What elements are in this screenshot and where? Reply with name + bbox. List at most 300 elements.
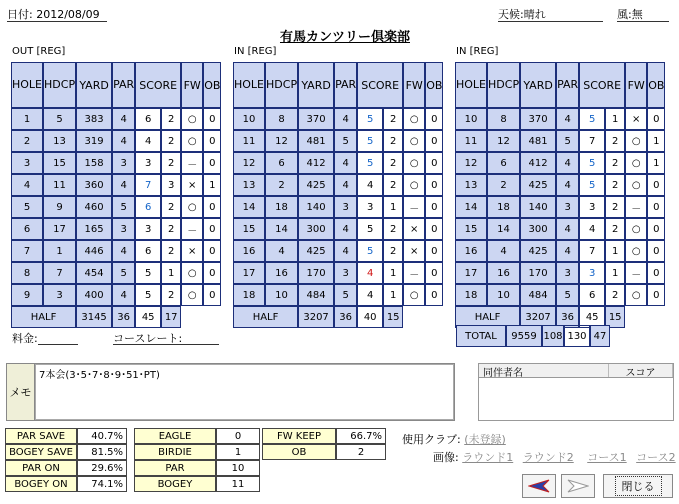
table-row <box>233 284 443 306</box>
cell: 4 <box>500 245 507 257</box>
cell: 5 <box>23 201 31 213</box>
col-header-hdcp <box>487 62 520 108</box>
cell: 5 <box>120 267 127 279</box>
table-row <box>233 152 443 174</box>
cell: 1 <box>612 267 619 279</box>
date-label: 日付: <box>7 8 33 21</box>
cell: 1 <box>56 245 63 257</box>
scorecard-in-1 <box>233 62 443 328</box>
course-rating-label: コースレート: <box>113 332 183 345</box>
cell-score <box>357 240 383 262</box>
cell-par <box>112 130 135 152</box>
cell-hdcp <box>43 218 76 240</box>
cell: 2 <box>168 157 175 169</box>
cell-fw <box>403 240 425 262</box>
cell: 2 <box>390 179 397 191</box>
cell: 6 <box>145 201 152 213</box>
stat-label-text: OB <box>291 446 307 458</box>
cell-hole <box>11 284 43 306</box>
stat-row <box>134 460 260 476</box>
cell: 0 <box>431 201 438 213</box>
cell: × <box>409 223 419 235</box>
table-row <box>233 262 443 284</box>
cell-putt <box>383 196 403 218</box>
cell-hdcp <box>43 262 76 284</box>
cell-ob <box>647 284 665 306</box>
cell-putt <box>161 152 181 174</box>
cell-par <box>112 218 135 240</box>
cell: 2 <box>168 223 175 235</box>
cell: 300 <box>306 223 326 235</box>
cell-score <box>357 262 383 284</box>
cell-fw <box>181 240 203 262</box>
stat-value <box>216 444 260 460</box>
stat-label <box>262 428 336 444</box>
cell: 484 <box>306 289 326 301</box>
cell: ○ <box>409 179 419 191</box>
half-score-text: 40 <box>363 311 377 323</box>
col-header-fw-text: FW <box>627 78 645 92</box>
cell: 13 <box>242 179 256 191</box>
col-header-hdcp <box>265 62 298 108</box>
cell-putt <box>605 174 625 196</box>
cell-hdcp <box>43 108 76 130</box>
cell-fw <box>181 174 203 196</box>
cell-hdcp <box>265 174 298 196</box>
cell: × <box>187 245 197 257</box>
cell-score <box>579 240 605 262</box>
cell: 13 <box>464 179 478 191</box>
cell: 12 <box>464 157 478 169</box>
cell-par <box>556 174 579 196</box>
cell-ob <box>203 174 221 196</box>
table-row <box>11 174 221 196</box>
cell-score <box>135 130 161 152</box>
memo-textarea[interactable]: 7本会(3･5･7･8･9･51･PT) <box>35 364 454 420</box>
cell: 4 <box>342 113 349 125</box>
cell: 0 <box>209 289 216 301</box>
cell: 1 <box>653 157 660 169</box>
cell: 5 <box>367 113 374 125</box>
stat-label-text: FW KEEP <box>276 430 322 442</box>
cell: 4 <box>145 135 152 147</box>
next-button[interactable] <box>561 474 595 498</box>
cell: 1 <box>612 245 619 257</box>
cell: 454 <box>84 267 104 279</box>
cell: 3 <box>145 223 152 235</box>
cell: 6 <box>145 245 152 257</box>
half-par-text: 36 <box>561 311 574 323</box>
cell-par <box>334 130 357 152</box>
cell-par <box>334 108 357 130</box>
cell-putt <box>383 174 403 196</box>
table-row <box>11 262 221 284</box>
cell: 0 <box>653 201 660 213</box>
cell: 460 <box>84 201 104 213</box>
cell-putt <box>161 218 181 240</box>
cell-par <box>556 152 579 174</box>
cell-hdcp <box>265 262 298 284</box>
half-blank <box>403 306 443 328</box>
cell: ○ <box>187 289 197 301</box>
col-header-score <box>135 62 181 108</box>
cell-par <box>334 196 357 218</box>
cell: 4 <box>564 113 571 125</box>
cell-fw <box>403 218 425 240</box>
cell: 0 <box>653 245 660 257</box>
cell-par <box>556 130 579 152</box>
cell-par <box>334 174 357 196</box>
cell-ob <box>647 108 665 130</box>
cell: － <box>631 269 642 281</box>
cell: 4 <box>367 267 374 279</box>
cell: 4 <box>564 179 571 191</box>
cell-yard <box>76 218 112 240</box>
table-row <box>11 130 221 152</box>
close-button[interactable] <box>603 474 673 498</box>
cell-putt <box>161 240 181 262</box>
cell-ob <box>425 240 443 262</box>
wind-label: 風: <box>617 8 632 21</box>
cell-yard <box>76 152 112 174</box>
cell-yard <box>76 130 112 152</box>
col-header-fw <box>181 62 203 108</box>
half-putt-text: 15 <box>386 311 400 323</box>
cell-par <box>112 240 135 262</box>
cell-hole <box>11 174 43 196</box>
table-row <box>11 196 221 218</box>
cell-putt <box>605 130 625 152</box>
cell: 2 <box>612 223 619 235</box>
prev-button[interactable] <box>522 474 556 498</box>
stat-label <box>134 428 216 444</box>
cell: 17 <box>242 267 256 279</box>
cell: 170 <box>528 267 548 279</box>
cell-par <box>334 240 357 262</box>
cell: 2 <box>278 179 285 191</box>
cell: 5 <box>367 245 374 257</box>
col-header-score-text: SCORE <box>583 78 622 92</box>
companion-score-header[interactable]: スコア <box>609 364 673 377</box>
col-header-fw-text: FW <box>183 78 201 92</box>
cell-ob <box>425 152 443 174</box>
cell-hdcp <box>43 174 76 196</box>
cell-hdcp <box>265 152 298 174</box>
cell-hdcp <box>487 174 520 196</box>
cell-par <box>112 174 135 196</box>
cell: 1 <box>209 179 216 191</box>
cell: 6 <box>23 223 31 235</box>
cell-fw <box>625 130 647 152</box>
stat-value <box>77 460 127 476</box>
cell: 4 <box>342 157 349 169</box>
table-row <box>455 218 665 240</box>
cell: － <box>409 269 420 281</box>
stat-value-text: 0 <box>234 430 242 442</box>
fee-label: 料金: <box>12 332 38 345</box>
cell-fw <box>403 262 425 284</box>
cell: ○ <box>631 289 641 301</box>
cell: ○ <box>409 289 419 301</box>
wind-value: 無 <box>631 8 643 21</box>
cell: 4 <box>120 179 127 191</box>
cell-yard <box>520 196 556 218</box>
stat-value-text: 29.6% <box>91 462 123 474</box>
cell-ob <box>203 130 221 152</box>
cell: 9 <box>56 201 63 213</box>
clubs-link[interactable]: (未登録) <box>464 433 506 446</box>
cell-ob <box>425 108 443 130</box>
cell: 15 <box>242 223 256 235</box>
cell-ob <box>203 284 221 306</box>
half-putt <box>383 306 403 328</box>
cell: 4 <box>278 245 285 257</box>
cell-hdcp <box>43 196 76 218</box>
col-header-score <box>579 62 625 108</box>
table-row <box>455 108 665 130</box>
stat-value <box>77 476 127 492</box>
stat-label-text: BIRDIE <box>158 446 192 458</box>
cell: 0 <box>209 113 216 125</box>
cell: 5 <box>342 289 349 301</box>
table-row <box>455 130 665 152</box>
cell-score <box>357 108 383 130</box>
cell-hole <box>11 108 43 130</box>
stat-value <box>336 428 386 444</box>
cell: 11 <box>464 135 478 147</box>
cell: 5 <box>367 135 374 147</box>
cell: ○ <box>409 157 419 169</box>
table-row <box>233 174 443 196</box>
cell-ob <box>647 240 665 262</box>
cell-hole <box>11 218 43 240</box>
clubs-label: 使用クラブ: <box>402 433 461 446</box>
cell-fw <box>403 174 425 196</box>
cell: 14 <box>275 223 288 235</box>
cell: 5 <box>367 223 374 235</box>
cell: 12 <box>497 135 510 147</box>
cell-score <box>135 284 161 306</box>
cell-yard <box>520 108 556 130</box>
cell-hdcp <box>487 218 520 240</box>
cell: 13 <box>53 135 66 147</box>
half-score <box>357 306 383 328</box>
cell: 4 <box>23 179 31 191</box>
cell: ○ <box>187 201 197 213</box>
cell-ob <box>425 174 443 196</box>
stats-putting-table <box>5 428 127 492</box>
cell-yard <box>520 284 556 306</box>
cell: 7 <box>589 135 596 147</box>
cell-yard <box>298 262 334 284</box>
cell: 481 <box>528 135 548 147</box>
cell: 15 <box>53 157 66 169</box>
cell: 18 <box>497 201 510 213</box>
table-row <box>11 240 221 262</box>
cell-yard <box>520 218 556 240</box>
image-round2-link[interactable]: ラウンド2 <box>522 451 574 464</box>
half-score-text: 45 <box>585 311 599 323</box>
cell-score <box>579 262 605 284</box>
cell: 12 <box>242 157 256 169</box>
stat-label-text: EAGLE <box>158 430 192 442</box>
cell: 3 <box>564 267 571 279</box>
cell: 1 <box>23 113 31 125</box>
table-row <box>455 196 665 218</box>
cell: 4 <box>564 157 571 169</box>
cell: 4 <box>367 289 374 301</box>
cell: 4 <box>367 179 374 191</box>
cell-yard <box>520 152 556 174</box>
cell: 3 <box>23 157 31 169</box>
cell-fw <box>625 240 647 262</box>
cell: 4 <box>120 245 127 257</box>
cell: 400 <box>84 289 104 301</box>
cell: ○ <box>631 179 641 191</box>
stat-row <box>262 428 386 444</box>
cell-score <box>579 130 605 152</box>
half-label <box>11 306 76 328</box>
cell: 3 <box>120 223 127 235</box>
companion-name-header[interactable]: 同伴者名 <box>479 364 609 377</box>
cell-hdcp <box>265 218 298 240</box>
cell: － <box>409 203 420 215</box>
cell-hdcp <box>487 262 520 284</box>
cell: 4 <box>564 245 571 257</box>
cell: 0 <box>209 157 216 169</box>
cell-par <box>112 196 135 218</box>
cell-hdcp <box>265 284 298 306</box>
cell: 10 <box>464 113 478 125</box>
cell: 3 <box>589 267 596 279</box>
col-header-yard-text: YARD <box>301 78 331 92</box>
table-row <box>233 108 443 130</box>
col-header-yard-text: YARD <box>79 78 109 92</box>
total-label: TOTAL <box>456 325 506 347</box>
cell-hole <box>455 174 487 196</box>
cell-putt <box>605 196 625 218</box>
cell: 319 <box>84 135 104 147</box>
stat-row <box>134 428 260 444</box>
image-course1-link[interactable]: コース1 <box>587 451 627 464</box>
cell: 0 <box>653 289 660 301</box>
stat-value <box>77 444 127 460</box>
cell-yard <box>298 196 334 218</box>
cell-hdcp <box>265 130 298 152</box>
cell: 3 <box>145 157 152 169</box>
arrow-right-icon <box>567 479 589 493</box>
col-header-hdcp-text: HDCP <box>488 78 520 91</box>
cell-hole <box>233 152 265 174</box>
cell: 8 <box>500 113 507 125</box>
table-row <box>11 108 221 130</box>
cell-ob <box>203 196 221 218</box>
cell: 4 <box>342 245 349 257</box>
cell: 0 <box>653 179 660 191</box>
cell-yard <box>76 196 112 218</box>
cell-hole <box>11 240 43 262</box>
cell-yard <box>520 174 556 196</box>
cell-hdcp <box>487 108 520 130</box>
cell-score <box>135 218 161 240</box>
cell: 0 <box>431 179 438 191</box>
stat-row <box>262 444 386 460</box>
cell: 140 <box>528 201 548 213</box>
cell: 446 <box>84 245 104 257</box>
stat-label <box>134 460 216 476</box>
cell: 5 <box>120 201 127 213</box>
cell-hole <box>233 262 265 284</box>
cell: 2 <box>168 289 175 301</box>
cell-par <box>112 108 135 130</box>
companion-list[interactable] <box>478 363 674 421</box>
cell: ○ <box>187 267 197 279</box>
cell: 10 <box>242 113 256 125</box>
col-header-par-text: PAR <box>113 78 135 91</box>
stat-value-text: 81.5% <box>91 446 123 458</box>
cell-putt <box>605 262 625 284</box>
col-header-fw-text: FW <box>405 78 423 92</box>
cell: 2 <box>168 201 175 213</box>
table-row <box>455 174 665 196</box>
cell: 2 <box>168 113 175 125</box>
cell: 18 <box>464 289 478 301</box>
cell: 6 <box>278 157 285 169</box>
col-header-hole <box>11 62 43 108</box>
cell: 11 <box>242 135 256 147</box>
cell: 1 <box>390 289 397 301</box>
cell-par <box>556 108 579 130</box>
cell: 2 <box>612 179 619 191</box>
stat-label <box>134 476 216 492</box>
cell-hole <box>233 218 265 240</box>
cell-score <box>579 196 605 218</box>
cell: － <box>631 203 642 215</box>
rating-underline <box>113 344 219 345</box>
cell: 2 <box>23 135 31 147</box>
cell-putt <box>161 284 181 306</box>
cell-hole <box>233 108 265 130</box>
cell: 7 <box>23 245 31 257</box>
col-header-hole <box>455 62 487 108</box>
cell: 165 <box>84 223 104 235</box>
cell-ob <box>647 174 665 196</box>
cell: 7 <box>145 179 152 191</box>
cell: 2 <box>612 157 619 169</box>
cell-par <box>334 218 357 240</box>
half-label <box>233 306 298 328</box>
date-field <box>7 6 107 22</box>
cell: 0 <box>209 267 216 279</box>
cell: 2 <box>390 157 397 169</box>
table-row <box>233 218 443 240</box>
cell: 5 <box>56 113 63 125</box>
cell-ob <box>425 196 443 218</box>
image-round1-link[interactable]: ラウンド1 <box>462 451 514 464</box>
cell-putt <box>383 284 403 306</box>
cell: 18 <box>242 289 256 301</box>
cell-ob <box>425 218 443 240</box>
cell-hdcp <box>265 240 298 262</box>
cell-par <box>556 284 579 306</box>
cell: 425 <box>528 179 548 191</box>
table-row <box>455 152 665 174</box>
cell: 5 <box>564 135 571 147</box>
cell-yard <box>298 130 334 152</box>
cell: 140 <box>306 201 326 213</box>
image-course2-link[interactable]: コース2 <box>636 451 676 464</box>
cell-putt <box>161 130 181 152</box>
